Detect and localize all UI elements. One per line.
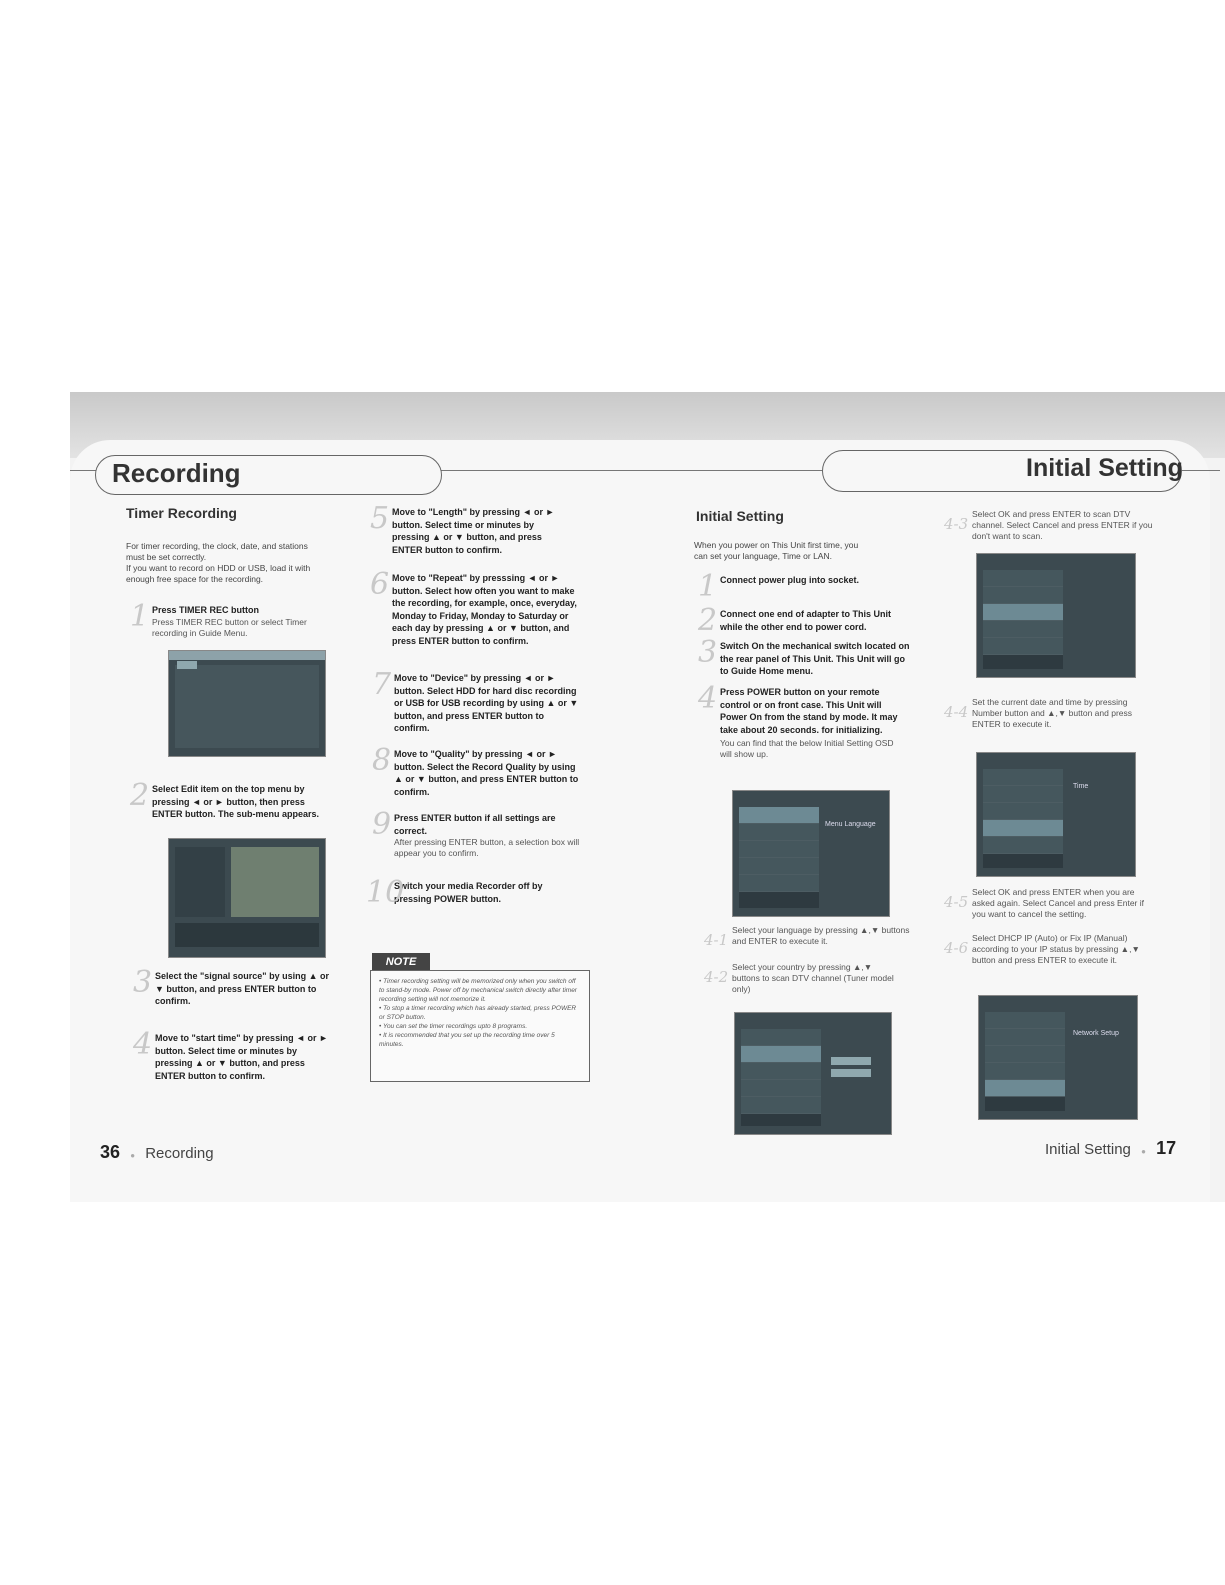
step-text: Move to "Quality" by pressing ◄ or ► button. Select the Record Quality by using ▲ or ▼ button, and press ENTER button to confirm. <box>394 749 579 797</box>
osd-menu-item <box>985 1029 1065 1046</box>
osd-menu-item <box>985 1080 1065 1097</box>
step-number: 4-6 <box>944 939 969 957</box>
timer-recording-intro <box>126 541 341 585</box>
step-number: 5 <box>370 501 390 536</box>
footer-label: Recording <box>145 1145 214 1162</box>
note-item: • Timer recording setting will be memorized only when you switch off to stand-by mode. Power off by mechanical switch directly after timer recording setting will not memorize it. <box>379 978 577 1003</box>
note-item: • You can set the timer recordings upto 8 programs. <box>379 1023 528 1030</box>
step-text: Press TIMER REC button <box>152 605 260 615</box>
step-number: 6 <box>370 567 390 602</box>
osd-country-highlight <box>831 1069 871 1077</box>
timer-recording-title <box>126 505 237 521</box>
step-number: 2 <box>698 603 718 638</box>
step-number: 4-1 <box>704 931 729 949</box>
osd-source-list <box>175 847 225 917</box>
right-header-title: Initial Setting <box>1026 454 1183 482</box>
dtv-scan-osd <box>976 553 1136 678</box>
osd-menu <box>983 570 1063 669</box>
init-step-4-4 <box>944 697 1157 730</box>
osd-edit-tab <box>177 661 197 669</box>
step-number: 1 <box>698 569 718 604</box>
osd-menu-item <box>983 604 1063 621</box>
osd-menu-item <box>985 1046 1065 1063</box>
step-subtext: Select OK and press ENTER to scan DTV channel. Select Cancel and press ENTER if you don't want to scan. <box>972 509 1153 541</box>
osd-menu-item <box>741 1063 821 1080</box>
osd-menu <box>739 807 819 908</box>
timer-edit-screenshot <box>168 650 326 757</box>
section-title-text: Initial Setting <box>696 508 784 524</box>
step-text: Switch On the mechanical switch located on the rear panel of This Unit. This Unit will go to Guide Home menu. <box>720 641 910 676</box>
step-6 <box>370 567 577 647</box>
intro-line: For timer recording, the clock, date, and stations <box>126 541 308 551</box>
country-osd <box>734 1012 892 1135</box>
menu-language-osd <box>732 790 890 917</box>
step-text: Press ENTER button if all settings are correct. <box>394 813 556 836</box>
note-box <box>370 970 590 1082</box>
init-step-4-2 <box>704 962 902 995</box>
osd-menu-item <box>983 803 1063 820</box>
network-setup-osd <box>978 995 1138 1120</box>
osd-menu <box>741 1029 821 1126</box>
osd-menu-item <box>739 824 819 841</box>
step-number: 3 <box>133 965 153 1000</box>
osd-menu-item <box>741 1080 821 1097</box>
osd-menu-item <box>983 837 1063 854</box>
step-subtext: You can find that the below Initial Setting OSD will show up. <box>720 738 894 759</box>
timer-submenu-screenshot <box>168 838 326 958</box>
osd-menu-item <box>983 587 1063 604</box>
step-number: 3 <box>698 635 718 670</box>
step-number: 4 <box>133 1027 153 1062</box>
osd-menu-item <box>985 1063 1065 1080</box>
step-subtext: Select OK and press ENTER when you are asked again. Select Cancel and press Enter if you want to cancel the setting. <box>972 887 1144 919</box>
note-item: • To stop a timer recording which has already started, press POWER or STOP button. <box>379 1005 577 1021</box>
init-step-3 <box>698 635 912 678</box>
step-number: 8 <box>372 743 392 778</box>
section-title-text: Timer Recording <box>126 505 237 521</box>
footer-separator: ● <box>1141 1147 1146 1156</box>
step-text: Connect one end of adapter to This Unit while the other end to power cord. <box>720 609 891 632</box>
initial-setting-intro <box>694 540 894 562</box>
step-subtext: Set the current date and time by pressing Number button and ▲,▼ button and press ENTER to execute it. <box>972 697 1133 729</box>
footer-separator: ● <box>130 1151 136 1160</box>
step-number: 4-4 <box>944 703 969 721</box>
step-number: 4 <box>698 681 718 716</box>
page-number: 17 <box>1156 1138 1177 1158</box>
header-rule-right <box>1180 470 1220 471</box>
step-text: Select Edit item on the top menu by pressing ◄ or ► button, then press ENTER button. The sub-menu appears. <box>152 784 320 819</box>
step-number: 4-5 <box>944 893 969 911</box>
osd-edit-pane <box>175 665 319 748</box>
step-text: Move to "Repeat" by presssing ◄ or ► button. Select how often you want to make the recording, for example, once, everyday, Monday to Friday, Monday to Saturday or each day by pressing ▲ or ▼ button, and press ENTER button to confirm. <box>392 573 577 646</box>
osd-menu-item <box>983 769 1063 786</box>
step-4 <box>133 1027 330 1082</box>
step-subtext: Select your country by pressing ▲,▼ buttons to scan DTV channel (Tuner model only) <box>732 962 894 994</box>
step-5 <box>370 501 562 556</box>
osd-top-bar <box>169 651 325 660</box>
osd-title: Menu Language <box>825 821 876 828</box>
intro-line: If you want to record on HDD or USB, load it with <box>126 563 311 573</box>
init-step-1 <box>698 569 900 604</box>
init-step-4-3 <box>944 509 1157 542</box>
osd-menu-item <box>739 858 819 875</box>
init-step-4-1 <box>704 925 912 949</box>
step-number: 4-3 <box>944 515 969 533</box>
osd-menu-item <box>739 841 819 858</box>
step-subtext: Select your language by pressing ▲,▼ buttons and ENTER to execute it. <box>732 925 910 946</box>
step-number: 7 <box>372 667 392 702</box>
osd-menu-item <box>739 875 819 892</box>
left-footer <box>100 1142 214 1163</box>
step-9 <box>372 807 589 859</box>
step-number: 10 <box>366 875 405 910</box>
step-subtext: Press TIMER REC button or select Timer recording in Guide Menu. <box>152 616 307 638</box>
osd-menu-item <box>983 820 1063 837</box>
right-footer <box>1045 1138 1176 1159</box>
header-rule-center <box>440 470 830 471</box>
init-step-2 <box>698 603 905 638</box>
step-text: Move to "Length" by pressing ◄ or ► button. Select time or minutes by pressing ▲ or ▼ button, and press ENTER button to confirm. <box>392 507 555 555</box>
step-text: Select the "signal source" by using ▲ or ▼ button, and press ENTER button to confirm. <box>155 971 329 1006</box>
step-text: Switch your media Recorder off by pressing POWER button. <box>394 881 543 904</box>
osd-menu-item <box>983 786 1063 803</box>
intro-line: enough free space for the recording. <box>126 574 264 584</box>
step-subtext: Select DHCP IP (Auto) or Fix IP (Manual) according to your IP status by pressing ▲,▼ button and press ENTER to execute it. <box>972 933 1140 965</box>
osd-menu-item <box>741 1029 821 1046</box>
footer-label: Initial Setting <box>1045 1141 1131 1158</box>
osd-menu-item <box>741 1046 821 1063</box>
step-8 <box>372 743 579 798</box>
osd-menu-item <box>983 570 1063 587</box>
intro-line: must be set correctly. <box>126 552 207 562</box>
osd-menu <box>985 1012 1065 1111</box>
step-number: 9 <box>372 807 392 842</box>
time-osd <box>976 752 1136 877</box>
step-2 <box>130 778 337 821</box>
step-number: 1 <box>130 599 150 634</box>
step-text: Press POWER button on your remote control or on front case. This Unit will Power On from the stand by mode. It may take about 20 seconds. for initializing. <box>720 687 898 735</box>
osd-menu-item <box>985 1012 1065 1029</box>
osd-title: Network Setup <box>1073 1030 1119 1037</box>
note-label: NOTE <box>372 953 430 971</box>
page-number: 36 <box>100 1142 121 1162</box>
osd-menu-item <box>983 621 1063 638</box>
intro-line: can set your language, Time or LAN. <box>694 551 832 561</box>
step-number: 2 <box>130 778 150 813</box>
osd-preview <box>231 847 319 917</box>
step-text: Move to "start time" by pressing ◄ or ► button. Select time or minutes by pressing ▲ or ▼ button, and press ENTER button to confirm. <box>155 1033 328 1081</box>
step-text: Connect power plug into socket. <box>720 575 860 585</box>
step-3 <box>133 965 330 1008</box>
osd-menu-item <box>983 638 1063 655</box>
step-subtext: After pressing ENTER button, a selection box will appear you to confirm. <box>394 837 580 858</box>
left-header-title: Recording <box>112 458 241 488</box>
osd-title: Time <box>1073 783 1089 790</box>
step-text: Move to "Device" by pressing ◄ or ► button. Select HDD for hard disc recording or USB for USB recording by using ▲ or ▼ button, and press ENTER button to confirm. <box>394 673 579 733</box>
note-item: • It is recommended that you set up the recording time over 5 minutes. <box>379 1032 555 1048</box>
intro-line: When you power on This Unit first time, you <box>694 540 859 550</box>
init-step-4-6 <box>944 933 1157 966</box>
init-step-4 <box>698 681 905 760</box>
init-step-4-5 <box>944 887 1157 920</box>
osd-menu <box>983 769 1063 868</box>
osd-menu-item <box>739 807 819 824</box>
initial-setting-title <box>696 508 784 524</box>
osd-country-highlight <box>831 1057 871 1065</box>
osd-timer-row <box>175 923 319 947</box>
step-7 <box>372 667 579 735</box>
step-10 <box>366 875 564 910</box>
step-1 <box>130 599 332 639</box>
step-number: 4-2 <box>704 968 729 986</box>
osd-menu-item <box>741 1097 821 1114</box>
